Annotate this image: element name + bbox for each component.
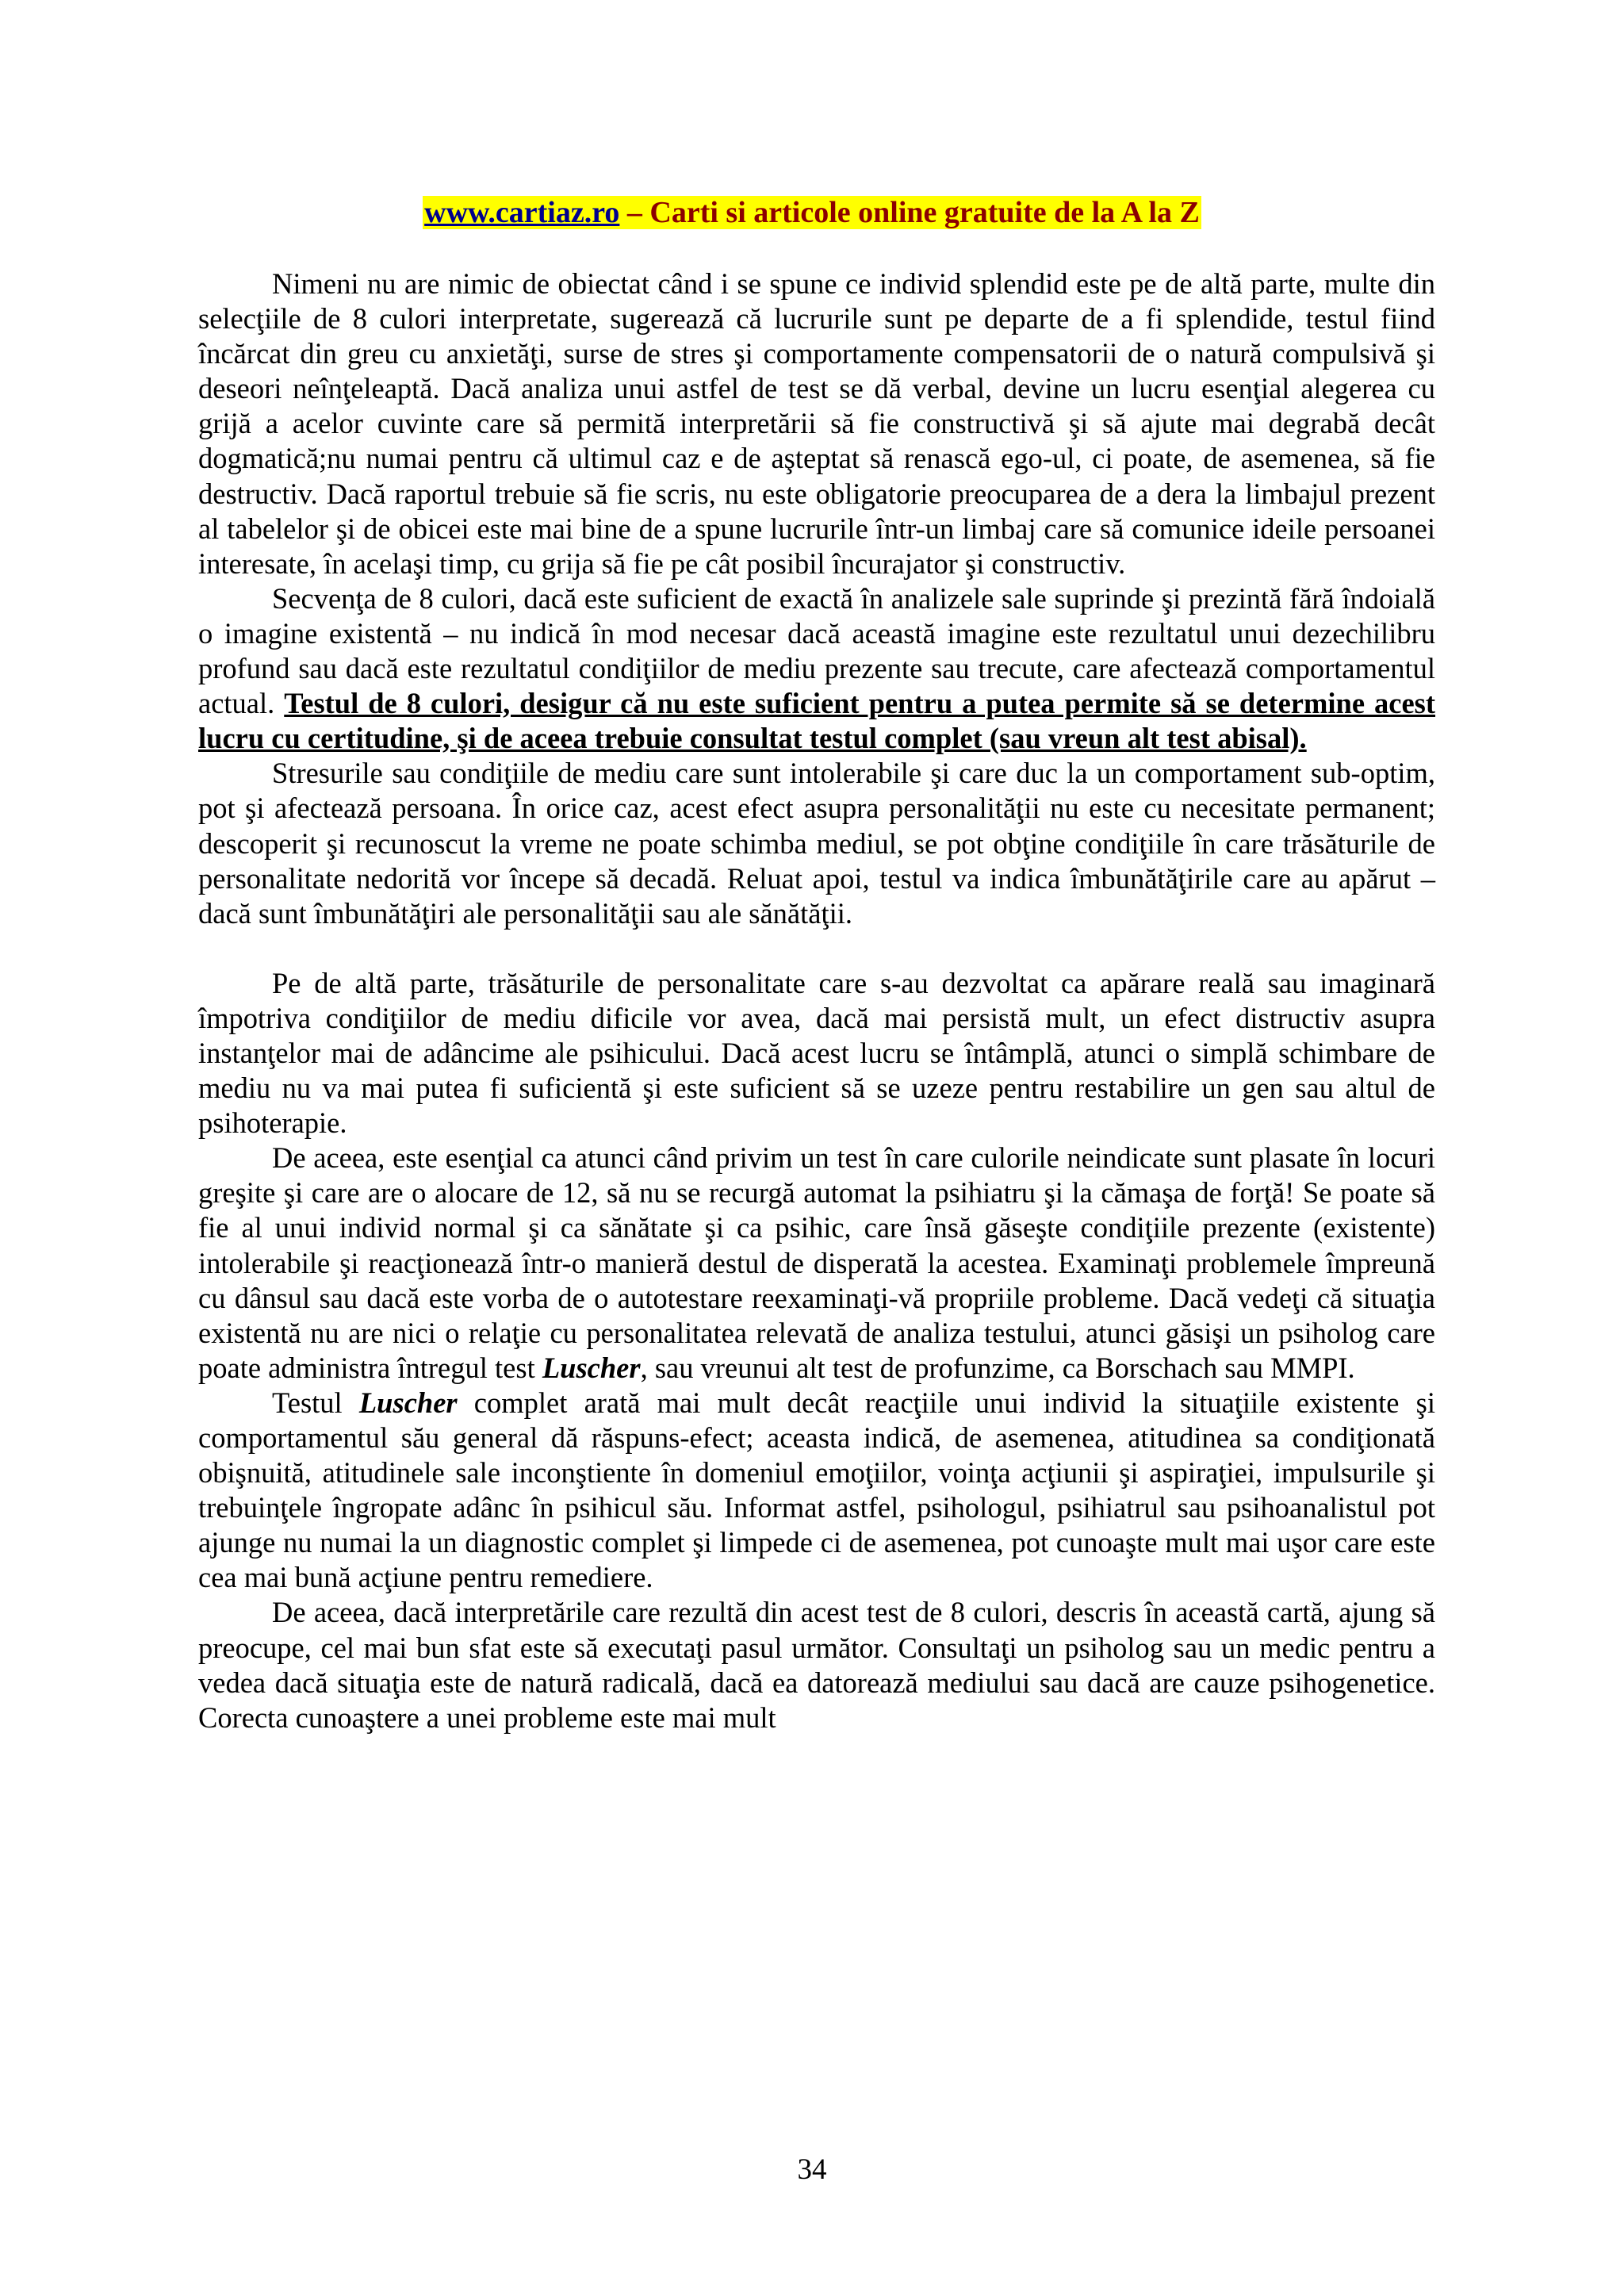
paragraph-2	[198, 581, 1435, 756]
paragraph-6-start: Testul	[272, 1386, 359, 1419]
paragraph-2-emphasis: Testul de 8 culori, desigur că nu este suficient pentru a putea permite să se determine acest lucru cu certitudine, şi de aceea trebuie consultat testul complet (sau vreun alt test abisal).	[198, 687, 1436, 755]
luscher-name: Luscher	[358, 1386, 458, 1419]
paragraph-gap	[198, 931, 1435, 966]
paragraph-4: Pe de altă parte, trăsăturile de personalitate care s-au dezvoltat ca apărare reală sau imaginară împotriva condiţiilor de mediu dificile vor avea, dacă mai persistă mult, un efect distructiv asupra instanţelor mai de adâncime ale psihicului. Dacă acest lucru se întâmplă, atunci o simplă schimbare de mediu nu va mai putea fi suficientă şi este suficient să se uzeze pentru restabilire un gen sau altul de psihoterapie.	[198, 966, 1435, 1140]
document-body	[198, 266, 1435, 1735]
paragraph-7: De aceea, dacă interpretările care rezultă din acest test de 8 culori, descris în această cartă, ajung să preocupe, cel mai bun sfat este să executaţi pasul următor. Consultaţi un psiholog sau un medic pentru a vedea dacă situaţia este de natură radicală, dacă ea datorează mediului sau dacă are cauze psihogenetice. Corecta cunoaştere a unei probleme este mai mult	[198, 1596, 1435, 1734]
page-header	[0, 194, 1624, 232]
paragraph-1: Nimeni nu are nimic de obiectat când i se spune ce individ splendid este pe de altă parte, multe din selecţiile de 8 culori interpretate, sugerează că lucrurile sunt pe departe de a fi splendide, testul fiind încărcat din greu cu anxietăţi, surse de stres şi comportamente compensatorii de o natură compulsivă şi deseori neînţeleaptă. Dacă analiza unui astfel de test se dă verbal, devine un lucru esenţial alegerea cu grijă a acelor cuvinte care să permită interpretării să fie constructivă şi să ajute mai degrabă decât dogmatică;nu numai pentru că ultimul caz e de aşteptat să renască ego-ul, ci poate, de asemenea, să fie destructiv. Dacă raportul trebuie să fie scris, nu este obligatorie preocuparea de a dera la limbajul prezent al tabelelor şi de obicei este mai bine de a spune lucrurile într-un limbaj care să comunice ideile persoanei interesate, în acelaşi timp, cu grija să fie pe cât posibil încurajator şi constructiv.	[198, 267, 1435, 580]
luscher-name: Luscher	[542, 1351, 641, 1384]
paragraph-5	[198, 1141, 1435, 1386]
paragraph-3: Stresurile sau condiţiile de mediu care sunt intolerabile şi care duc la un comportament sub-optim, pot şi afectează persoana. În orice caz, acest efect asupra personalităţii nu este cu necesitate permanent; descoperit şi recunoscut la vreme ne poate schimba mediul, se pot obţine condiţiile în care trăsăturile de personalitate nedorită vor începe să decadă. Reluat apoi, testul va indica îmbunătăţirile care au apărut – dacă sunt îmbunătăţiri ale personalităţii sau ale sănătăţii.	[198, 757, 1435, 930]
paragraph-6-text: complet arată mai mult decât reacţiile unui individ la situaţiile existente şi comportamentul său general dă răspuns-efect; aceasta indică, de asemenea, atitudinea sa condiţionată obişnuită, atitudinele sale inconştiente în domeniul emoţiilor, voinţa acţiunii şi aspiraţiei, impulsurile şi trebuinţele îngropate adânc în psihicul său. Informat astfel, psihologul, psihiatrul sau psihoanalistul pot ajunge nu numai la un diagnostic complet şi limpede ci de asemenea, pot cunoaşte mult mai uşor care este cea mai bună acţiune pentru remediere.	[198, 1386, 1435, 1594]
header-highlight	[423, 196, 1201, 229]
site-link[interactable]: www.cartiaz.ro	[424, 196, 620, 229]
header-tagline: – Carti si articole online gratuite de la A la Z	[619, 196, 1200, 229]
paragraph-6	[198, 1386, 1435, 1596]
page-number: 34	[797, 2153, 827, 2186]
paragraph-5-end: , sau vreunui alt test de profunzime, ca Borschach sau MMPI.	[640, 1351, 1355, 1384]
paragraph-5-text: De aceea, este esenţial ca atunci când privim un test în care culorile neindicate sunt plasate în locuri greşite şi care are o alocare de 12, să nu se recurgă automat la psihiatru şi la cămaşa de forţă! Se poate să fie al unui individ normal şi ca sănătate şi ca psihic, care însă găseşte condiţiile prezente (existente) intolerabile şi reacţionează într-o manieră destul de disperată la acestea. Examinaţi problemele împreună cu dânsul sau dacă este vorba de o autotestare reexaminaţi-vă propriile probleme. Dacă vedeţi că situaţia existentă nu are nici o relaţie cu personalitatea relevată de analiza testului, atunci găsişi un psiholog care poate administra întregul test	[198, 1141, 1435, 1384]
paragraph-2-text: Secvenţa de 8 culori, dacă este suficient de exactă în analizele sale suprinde şi prezintă fără îndoială o imagine existentă – nu indică în mod necesar dacă această imagine este rezultatul unui dezechilibru profund sau dacă este rezultatul condiţiilor de mediu prezente sau trecute, care afectează comportamentul actual.	[198, 581, 1435, 720]
